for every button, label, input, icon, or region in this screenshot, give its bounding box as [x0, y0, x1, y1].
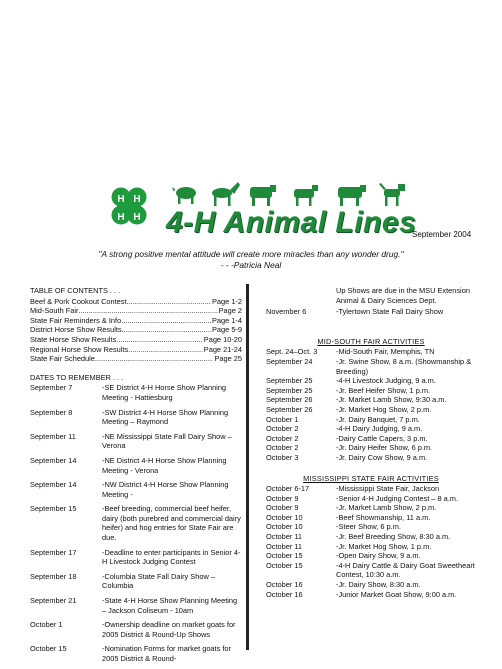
toc-leader [121, 316, 211, 326]
date-item [30, 383, 242, 402]
date: October 9 [266, 493, 299, 503]
date: October 11 [266, 532, 303, 542]
date: October 2 [266, 433, 299, 443]
event: -Steer Show, 6 p.m. [336, 522, 401, 532]
msfair-item [266, 484, 476, 494]
toc-label: State Horse Show Results [30, 334, 117, 344]
midsouth-item [266, 453, 476, 463]
midsouth-item [266, 347, 476, 357]
toc-heading: TABLE OF CONTENTS . . . [30, 286, 121, 295]
event: -Mid-South Fair, Memphis, TN [336, 347, 435, 357]
date: October 11 [266, 541, 303, 551]
msfair-item [266, 580, 476, 590]
msfair-list [266, 484, 476, 599]
toc-list [30, 297, 242, 364]
date: October 9 [266, 503, 299, 513]
event: -NW District 4-H Horse Show Planning Meeting - [102, 480, 229, 499]
event: -Jr. Dairy Cow Show, 9 a.m. [336, 452, 428, 462]
date-item [30, 480, 242, 499]
event: -Dairy Cattle Capers, 3 p.m. [336, 433, 428, 443]
dates-heading: DATES TO REMEMBER . . . [30, 372, 124, 382]
toc-label: Mid-South Fair [30, 306, 79, 316]
midsouth-item [266, 405, 476, 415]
date: September 25 [266, 385, 313, 395]
msfair-item [266, 522, 476, 532]
event: -Jr. Market Hog Show, 2 p.m. [336, 404, 432, 414]
msfair-item [266, 551, 476, 561]
event: -4-H Dairy Cattle & Dairy Goat Sweetheart Contest, 10:30 a.m. [336, 560, 475, 580]
event: -Deadline to enter participants in Senior 4-H Livestock Judging Contest [102, 547, 241, 567]
date: October 10 [266, 512, 303, 522]
quote-text: "A strong positive mental attitude will create more miracles than any wonder drug." [98, 249, 404, 259]
midsouth-item [266, 415, 476, 425]
msfair-item [266, 503, 476, 513]
date: October 6-17 [266, 484, 310, 494]
event: -State 4-H Horse Show Planning Meeting – Jackson Coliseum - 10am [102, 596, 238, 615]
msfair-item [266, 513, 476, 523]
event: -4-H Livestock Judging, 9 a.m. [336, 376, 436, 386]
event: -Tylertown State Fall Dairy Show [336, 307, 444, 317]
midsouth-item [266, 424, 476, 434]
midsouth-item [266, 395, 476, 405]
event: -NE District 4-H Horse Show Planning Meeting - Verona [102, 455, 227, 475]
date: September 14 [30, 480, 77, 490]
date: October 2 [266, 443, 299, 453]
toc-page: Page 2 [218, 306, 242, 316]
svg-text:H: H [133, 212, 141, 223]
event: -NE Mississippi State Fall Dairy Show – Verona [102, 431, 232, 451]
toc-leader [116, 335, 203, 345]
toc-item [30, 325, 242, 335]
date-item [30, 644, 242, 663]
clover-icon [103, 181, 155, 233]
date-item [266, 307, 476, 317]
toc-leader [128, 345, 203, 355]
toc-page: Page 5-9 [212, 325, 242, 335]
quote [0, 249, 502, 271]
event: -Mississippi State Fair, Jackson [336, 484, 440, 494]
toc-leader [127, 297, 211, 307]
goat-icon [294, 185, 318, 206]
toc-page: Page 10-20 [203, 334, 242, 344]
toc-leader [95, 354, 214, 364]
dates-list [30, 383, 242, 663]
midsouth-item [266, 376, 476, 386]
event: -Columbia State Fall Dairy Show – Columbia [102, 571, 215, 591]
toc-item [30, 297, 242, 307]
event: -Jr. Market Lamb Show, 2 p.m. [336, 503, 437, 513]
toc-label: Beef & Pork Cookout Contest [30, 296, 127, 306]
msfair-item [266, 561, 476, 580]
toc-page: Page 1-4 [212, 315, 242, 325]
toc-page: Page 1-2 [212, 296, 242, 306]
event: -SW District 4-H Horse Show Planning Meeting – Raymond [102, 407, 229, 427]
date: October 15 [266, 551, 303, 561]
event: -Jr. Dairy Heifer Show, 6 p.m. [336, 443, 433, 453]
midsouth-item [266, 434, 476, 444]
event: -Jr. Market Lamb Show, 9:30 a.m. [336, 395, 447, 405]
event: -4-H Dairy Judging, 9 a.m. [336, 424, 423, 434]
horse-icon [212, 182, 240, 206]
date: October 15 [30, 644, 67, 654]
msfair-item [266, 532, 476, 542]
dog-icon [379, 183, 405, 206]
toc-item [30, 345, 242, 355]
toc-label: District Horse Show Results [30, 325, 122, 335]
right-column [266, 286, 476, 599]
date: Sept. 24–Oct. 3 [266, 347, 318, 357]
date-item [30, 620, 242, 639]
date: October 16 [266, 580, 303, 590]
date: September 11 [30, 431, 76, 441]
toc-item [30, 335, 242, 345]
date-item [30, 504, 242, 542]
event: -Ownership deadline on market goats for 2005 District & Round-Up Shows [102, 620, 236, 639]
midsouth-heading: MID-SOUTH FAIR ACTIVITIES [317, 336, 425, 346]
date: September 18 [30, 571, 77, 581]
toc-label: State Fair Reminders & Info [30, 315, 122, 325]
event: -Jr. Swine Show, 8 a.m. (Showmanship & Breeding) [336, 356, 472, 376]
event: -Nomination Forms for market goats for 2005 District & Round- [102, 644, 231, 663]
date-item [30, 572, 242, 591]
left-column [30, 286, 242, 669]
event: -SE District 4-H Horse Show Planning Meeting - Hattiesburg [102, 383, 227, 402]
event: -Open Dairy Show, 9 a.m. [336, 551, 421, 561]
date-item [30, 432, 242, 451]
date: September 26 [266, 395, 313, 405]
event: -Jr. Beef Heifer Show, 1 p.m. [336, 385, 431, 395]
date-item [30, 596, 242, 615]
msfair-item [266, 590, 476, 600]
msfair-item [266, 542, 476, 552]
date: October 15 [266, 560, 303, 570]
event: -Junior Market Goat Show, 9:00 a.m. [336, 589, 457, 599]
toc-item [30, 316, 242, 326]
toc-leader [78, 306, 217, 316]
dairy-cow-icon [338, 185, 366, 206]
event: -Beef breeding, commercial beef heifer, dairy (both purebred and commercial dairy heifer) and hog entries for State Fair are due. [102, 504, 241, 543]
date-item [30, 408, 242, 427]
date: October 2 [266, 424, 299, 434]
date: November 6 [266, 307, 307, 317]
date: October 1 [30, 620, 63, 630]
pig-icon [172, 187, 196, 204]
date: October 3 [266, 452, 299, 462]
msfair-heading: MISSISSIPPI STATE FAIR ACTIVITIES [303, 473, 439, 483]
date: September 7 [30, 383, 73, 393]
svg-text:H: H [117, 212, 125, 223]
event: -Jr. Dairy Banquet, 7 p.m. [336, 414, 420, 424]
date-continued: Up Shows are due in the MSU Extension Animal & Dairy Sciences Dept. [336, 286, 470, 305]
event: -Senior 4-H Judging Contest – 8 a.m. [336, 493, 459, 503]
toc-label: State Fair Schedule [30, 354, 95, 364]
date: October 16 [266, 589, 303, 599]
midsouth-item [266, 357, 476, 376]
toc-page: Page 25 [214, 354, 242, 364]
date: September 17 [30, 547, 77, 557]
midsouth-list [266, 347, 476, 462]
event: -Jr. Dairy Show, 8:30 a.m. [336, 580, 421, 590]
date: September 24 [266, 356, 313, 366]
date: September 15 [30, 504, 77, 514]
svg-text:H: H [117, 194, 125, 205]
toc-page: Page 21-24 [203, 344, 242, 354]
cow-icon [250, 185, 276, 206]
column-divider [246, 284, 249, 650]
date: September 25 [266, 376, 313, 386]
toc-item [30, 306, 242, 316]
event: -Jr. Market Hog Show, 1 p.m. [336, 541, 432, 551]
quote-author: - - -Patricia Neal [220, 260, 282, 270]
event: -Jr. Beef Breeding Show, 8:30 a.m. [336, 532, 451, 542]
date-item [30, 456, 242, 475]
event: -Beef Showmanship, 11 a.m. [336, 512, 431, 522]
date: September 26 [266, 404, 313, 414]
msfair-item [266, 494, 476, 504]
date: October 1 [266, 414, 299, 424]
toc-label: Regional Horse Show Results [30, 344, 129, 354]
date: October 10 [266, 522, 303, 532]
date: September 14 [30, 455, 77, 465]
toc-leader [122, 325, 211, 335]
midsouth-item [266, 443, 476, 453]
newsletter-title: 4-H Animal Lines [166, 206, 417, 239]
date-item [30, 548, 242, 567]
date: September 21 [30, 596, 77, 606]
animal-silhouettes [172, 182, 412, 208]
midsouth-item [266, 386, 476, 396]
toc-item [30, 354, 242, 364]
svg-text:H: H [133, 194, 141, 205]
issue-date: September 2004 [412, 230, 472, 239]
date: September 8 [30, 407, 73, 417]
